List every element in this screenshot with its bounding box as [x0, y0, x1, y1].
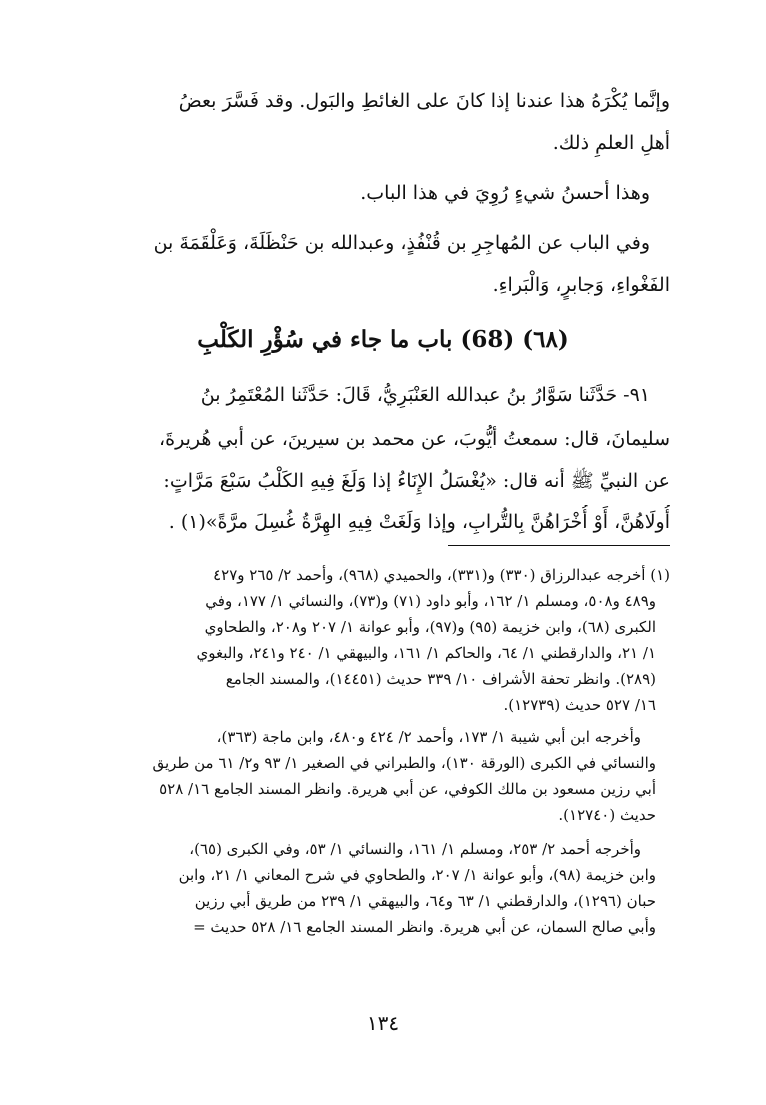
footnote-line: أبي رزين مسعود بن مالك الكوفي، عن أبي هريرة. وانظر المسند الجامع ١٦/ ٥٢٨ [159, 780, 656, 798]
footnote-line: و٤٨٩ و٥٠٨، ومسلم ١/ ١٦٢، وأبو داود (٧١) و(٧٣)، والنسائي ١/ ١٧٧، وفي [205, 592, 656, 610]
footnote-line: وابن خزيمة (٩٨)، وأبو عوانة ١/ ٢٠٧، والطحاوي في شرح المعاني ١/ ٢١، وابن [178, 866, 656, 884]
paragraph-line: وهذا أحسنُ شيءٍ رُوِيَ في هذا الباب. [360, 182, 650, 204]
paragraph-line: الفَغْواءِ، وَجابرٍ، وَالْبَراءِ. [492, 274, 670, 296]
paragraph-line: وفي الباب عن المُهاجِرِ بن قُنْفُذٍ، وعبدالله بن حَنْظَلَةَ، وَعَلْقَمَةَ بن [153, 232, 650, 254]
footnote-line: والنسائي في الكبرى (الورقة ١٣٠)، والطبراني في الصغير ١/ ٩٣ و٢/ ٦١ من طريق [152, 754, 656, 772]
page-number: ١٣٤ [366, 1011, 400, 1035]
footnote-line: حديث (١٢٧٤٠). [558, 806, 656, 824]
footnote-line: وأخرجه ابن أبي شيبة ١/ ١٧٣، وأحمد ٢/ ٤٢٤ و٤٨٠، وابن ماجة (٣٦٣)، [216, 728, 641, 746]
footnote-line: الكبرى (٦٨)، وابن خزيمة (٩٥) و(٩٧)، وأبو عوانة ١/ ٢٠٧ و٢٠٨، والطحاوي [204, 618, 656, 636]
hadith-line: ٩١- حَدَّثَنا سَوَّارُ بنُ عبدالله العَنْبَرِيُّ، قَالَ: حَدَّثَنا المُعْتَمِرُ بنُ [200, 384, 650, 406]
paragraph-line: وإنَّما يُكْرَهُ هذا عندنا إذا كانَ على الغائطِ والبَول. وقد فَسَّرَ بعضُ [178, 90, 670, 112]
footnote-line: وأبي صالح السمان، عن أبي هريرة. وانظر المسند الجامع ١٦/ ٥٢٨ حديث = [193, 918, 656, 936]
footnote-line: ١٦/ ٥٢٧ حديث (١٢٧٣٩). [503, 696, 656, 714]
footnote-line: (١) أخرجه عبدالرزاق (٣٣٠) و(٣٣١)، والحميدي (٩٦٨)، وأحمد ٢/ ٢٦٥ و٤٢٧ [213, 566, 670, 584]
chapter-heading: (٦٨) (68) باب ما جاء في سُؤْرِ الكَلْبِ [197, 326, 569, 353]
hadith-line: أُولَاهُنَّ، أَوْ أُخْرَاهُنَّ بِالتُّرابِ، وإذا وَلَغَتْ فِيهِ الهِرَّةُ غُسِلَ مرَّةً»(١) . [168, 511, 670, 533]
footnote-line: ١/ ٢١، والدارقطني ١/ ٦٤، والحاكم ١/ ١٦١، والبيهقي ١/ ٢٤٠ و٢٤١، والبغوي [196, 644, 656, 662]
hadith-line: عن النبيِّ ﷺ أنه قال: «يُغْسَلُ الإِنَاءُ إذا وَلَغَ فِيهِ الكَلْبُ سَبْعَ مَرَّاتٍ: [163, 470, 670, 492]
paragraph-line: أهلِ العلمِ ذلك. [552, 132, 670, 154]
footnote-line: حبان (١٢٩٦)، والدارقطني ١/ ٦٣ و٦٤، والبيهقي ١/ ٢٣٩ من طريق أبي رزين [194, 892, 656, 910]
footnote-divider [448, 545, 670, 546]
hadith-line: سليمانَ، قال: سمعتُ أيُّوبَ، عن محمد بن سيرينَ، عن أبي هُريرةَ، [159, 428, 670, 450]
footnote-line: (٢٨٩). وانظر تحفة الأشراف ١٠/ ٣٣٩ حديث (١٤٤٥١)، والمسند الجامع [225, 670, 656, 688]
footnote-line: وأخرجه أحمد ٢/ ٢٥٣، ومسلم ١/ ١٦١، والنسائي ١/ ٥٣، وفي الكبرى (٦٥)، [189, 840, 641, 858]
